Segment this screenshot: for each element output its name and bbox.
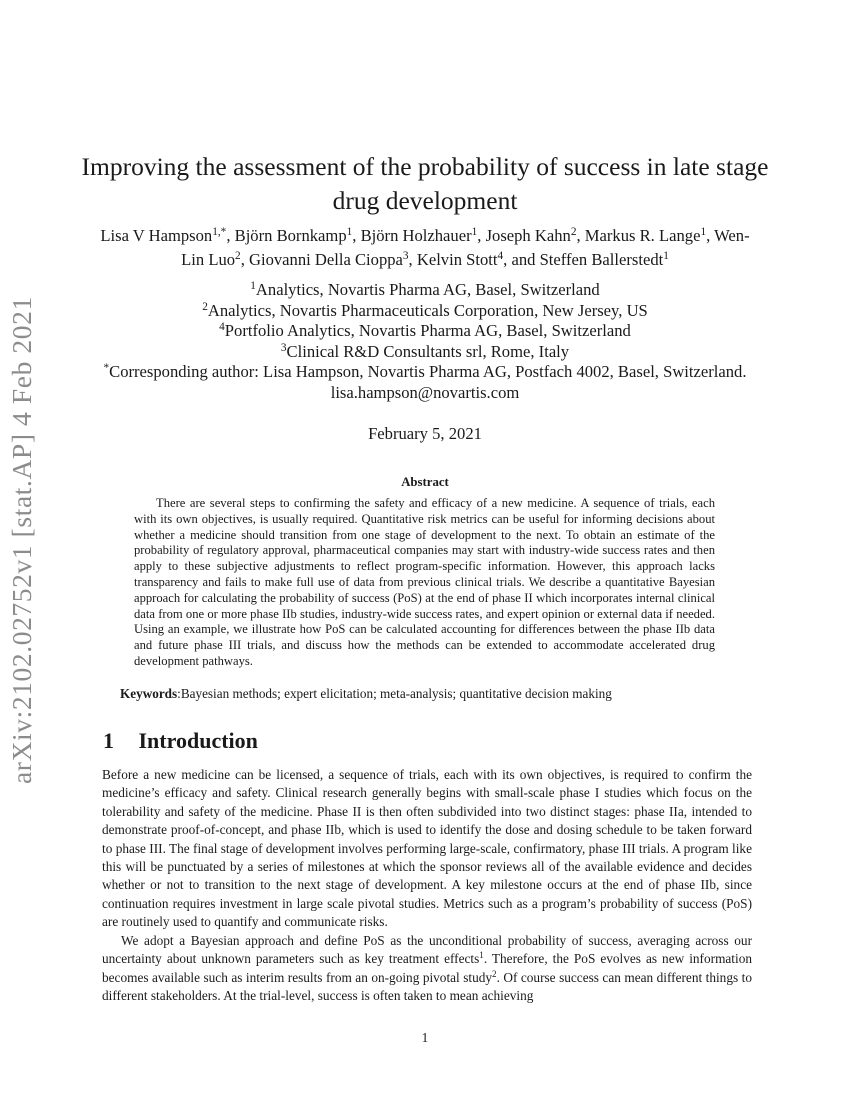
section-title: Introduction (138, 728, 258, 753)
affiliation: $^1$Analytics, Novartis Pharma AG, Basel, Switzerland (250, 279, 600, 299)
author: Joseph Kahn$^2$ (485, 225, 577, 245)
author: Lisa V Hampson$^{1,*}$ (100, 225, 227, 245)
affiliation: $^4$Portfolio Analytics, Novartis Pharma AG, Basel, Switzerland (219, 320, 631, 340)
author: Björn Bornkamp$^1$ (234, 225, 353, 245)
citation-ref[interactable]: 2 (492, 968, 497, 979)
author: Björn Holzhauer$^1$ (360, 225, 478, 245)
section-heading (103, 728, 258, 754)
corresponding-author: *Corresponding author: Lisa Hampson, Novartis Pharma AG, Postfach 4002, Basel, Switzerland. lisa.hampson@novartis.com (103, 361, 747, 402)
abstract-text: There are several steps to confirming the safety and efficacy of a new medicine. A sequence of trials, each with its own objectives, is usually required. Quantitative risk metrics can be useful for informing decisions about whether a medicine should transition from one stage of development to the next. To obtain an estimate of the probability of regulatory approval, pharmaceutical companies may start with industry-wide success rates and then apply to these subjective adjustments to reflect program-specific information. However, this approach lacks transparency and fails to make full use of data from previous clinical trials. We describe a quantitative Bayesian approach for calculating the probability of success (PoS) at the end of phase II which incorporates internal clinical data from one or more phase IIb studies, industry-wide success rates, and expert opinion or external data if needed. Using an example, we illustrate how PoS can be calculated accounting for differences between the phase IIb data and future phase III trials, and discuss how the methods can be extended to accommodate accelerated drug development pathways. (134, 496, 715, 668)
abstract-heading: Abstract (401, 475, 449, 489)
body-paragraph: We adopt a Bayesian approach and define PoS as the unconditional probability of success, averaging across our uncertainty about unknown parameters such as key treatment effects$^1$. Therefore, the PoS evolves as new information becomes available such as interim results from an on-going pivotal study$^2$. Of course success can mean different things to different stakeholders. At the trial-level, success is often taken to mean achieving (102, 933, 752, 1004)
author: Giovanni Della Cioppa$^3$ (248, 249, 409, 269)
author: Markus R. Lange$^1$ (584, 225, 707, 245)
affiliation: $^2$Analytics, Novartis Pharmaceuticals Corporation, New Jersey, US (202, 300, 648, 320)
author-list: Lisa V Hampson$^{1,*}$, Björn Bornkamp$^1$, Björn Holzhauer$^1$, Joseph Kahn$^2$, Markus R. Lange$^1$, Wen-Lin Luo$^2$, Giovanni Della Cioppa$^3$, Kelvin Stott$^4$, and Steffen Ballerstedt$^1$ (100, 225, 750, 269)
author: Wen-Lin Luo$^2$ (181, 226, 750, 269)
body-paragraph: Before a new medicine can be licensed, a sequence of trials, each with its own objectives, is required to confirm the medicine’s efficacy and safety. Clinical research generally begins with small-scale phase I studies which focus on the tolerability and safety of the medicine. Phase II is then often subdivided into two distinct stages: phase IIa, intended to demonstrate proof-of-concept, and phase IIb, which is used to identify the dose and dosing schedule to be taken forward to phase III. The final stage of development involves performing large-scale, confirmatory, phase III trials. A program like this will be punctuated by a series of milestones at which the sponsor reviews all of the available evidence and decides whether or not to transition to the next stage of development. A key milestone occurs at the end of phase IIb, since continuation requires investment in large scale pivotal studies. Metrics such as a program’s probability of success (PoS) are routinely used to quantify and communicate risks. (102, 767, 752, 930)
author: Steffen Ballerstedt$^1$ (539, 249, 669, 269)
keywords (120, 686, 740, 702)
paper-title: Improving the assessment of the probability of success in late stage drug development (81, 152, 769, 215)
publication-date: February 5, 2021 (368, 424, 482, 443)
affiliation: $^3$Clinical R&D Consultants srl, Rome, Italy (280, 341, 570, 361)
keywords-label: Keywords (120, 686, 178, 701)
affiliation-list (80, 280, 770, 403)
section-number: 1 (103, 728, 114, 753)
author: Kelvin Stott$^4$ (416, 249, 504, 269)
citation-ref[interactable]: 1 (479, 950, 484, 961)
arxiv-identifier: arXiv:2102.02752v1 [stat.AP] 4 Feb 2021 (6, 296, 37, 784)
keywords-text: :Bayesian methods; expert elicitation; meta-analysis; quantitative decision making (177, 686, 612, 701)
page-number: 1 (421, 1030, 429, 1045)
